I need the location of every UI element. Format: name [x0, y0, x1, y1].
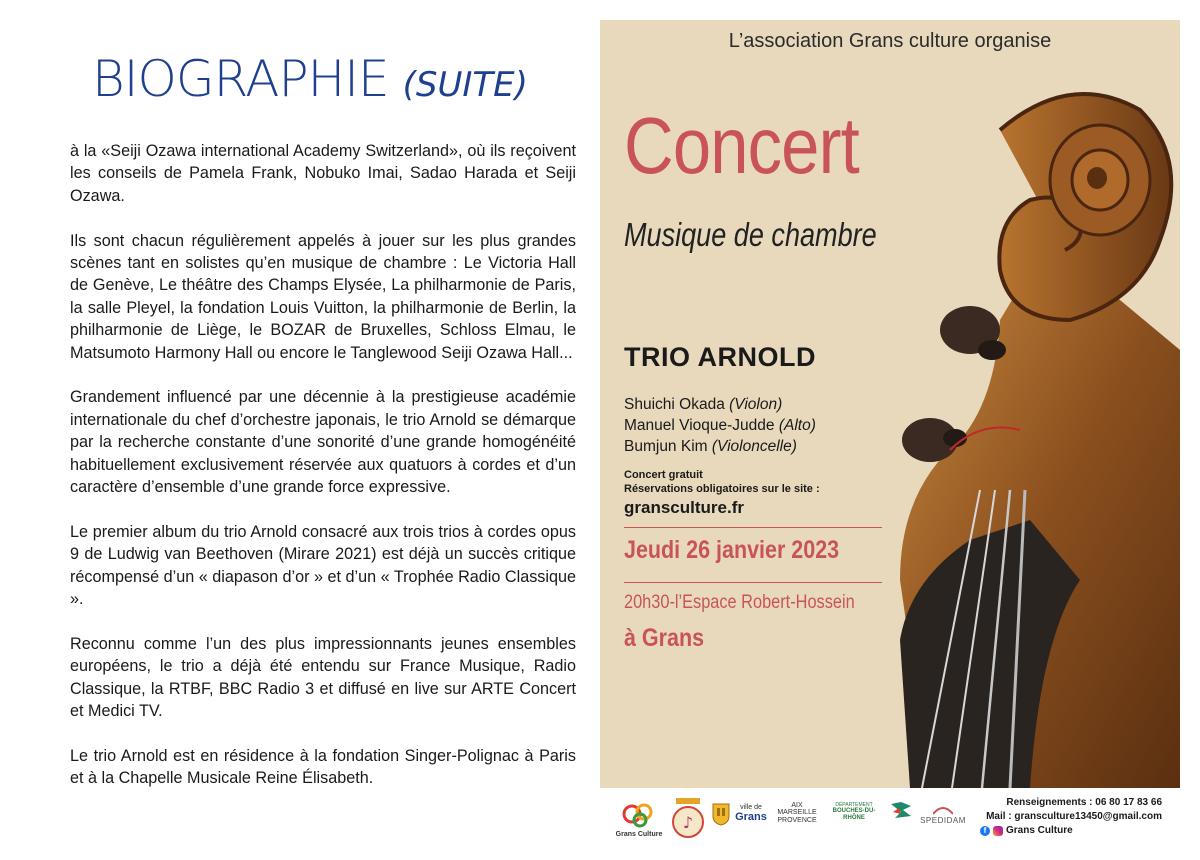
- musician-name: Bumjun Kim: [624, 438, 708, 455]
- spedidam-logo: [918, 806, 968, 825]
- poster-subtitle: Musique de chambre: [624, 216, 877, 253]
- logo-label: Grans: [735, 811, 767, 823]
- musician-item: [624, 436, 816, 457]
- reservation-label: Réservations obligatoires sur le site :: [624, 483, 820, 495]
- musician-item: [624, 394, 816, 415]
- ensemble-name: TRIO ARNOLD: [624, 342, 816, 372]
- departement-logo: [826, 802, 882, 822]
- logo-prefix: ville de: [740, 804, 762, 811]
- musician-instrument: (Violon): [729, 396, 783, 413]
- concert-poster: [600, 20, 1180, 788]
- reservation-info: [624, 468, 820, 496]
- divider: [624, 527, 882, 528]
- grans-culture-icon: [622, 798, 656, 830]
- musician-instrument: (Violoncelle): [711, 438, 797, 455]
- contact-phone: Renseignements : 06 80 17 83 66: [1006, 797, 1162, 808]
- biography-paragraph: à la «Seiji Ozawa international Academy Switzerland», où ils reçoivent les conseils de Pamela Frank, Nobuko Imai, Sadao Harada et Seiji Ozawa.: [70, 142, 576, 205]
- biography-paragraph: Grandement influencé par une décennie à la prestigieuse académie internationale du chef d’orchestre japonais, le trio Arnold se démarque par la recherche constante d’une sonorité d’une grande homogénéité habituellement exclusivement réservée aux quatuors à cordes et d’un caractère d’ensemble d’une grande force expressive.: [70, 388, 576, 497]
- spedidam-icon: [933, 806, 953, 816]
- music-festival-icon: [670, 796, 706, 842]
- poster-title: Concert: [624, 101, 859, 190]
- contact-block: [980, 796, 1162, 838]
- social-links: [980, 824, 1162, 838]
- city-crest-icon: [711, 802, 731, 826]
- facebook-icon[interactable]: f: [980, 826, 990, 836]
- logo-label: MARSEILLE PROVENCE: [777, 809, 817, 824]
- biography-paragraph: Le premier album du trio Arnold consacré aux trois trios à cordes opus 9 de Ludwig van Beethoven (Mirare 2021) est déjà un succès critique récompensé d’un « diapason d’or » et d’un « Trophée Radio Classique ».: [70, 522, 576, 609]
- musician-name: Manuel Vioque-Judde: [624, 417, 775, 434]
- credit-agricole-icon: [889, 800, 913, 820]
- organizer-line: L’association Grans culture organise: [728, 30, 1052, 52]
- logo-prefix: AIX: [791, 802, 803, 809]
- grans-culture-logo: [616, 798, 662, 838]
- ville-de-grans-logo: [734, 804, 768, 823]
- musician-instrument: (Alto): [778, 417, 816, 434]
- free-label: Concert gratuit: [624, 469, 703, 481]
- biography-paragraph: Ils sont chacun régulièrement appelés à jouer sur les plus grandes scènes tant en solistes qu’en musique de chambre : Le Victoria Hall de Genève, Le théâtre des Champs Elysée, La philharmonie de Paris, la salle Pleyel, la fondation Louis Vuitton, la philharmonie de Berlin, la philharmonie de Liège, le BOZAR de Bruxelles, Schloss Elmau, le Matsumoto Harmony Hall ou encore le Tanglewood Seiji Ozawa Hall...: [70, 231, 576, 362]
- biography-title: [92, 50, 528, 108]
- logo-label: Grans Culture: [615, 831, 663, 838]
- contact-mail[interactable]: Mail : gransculture13450@gmail.com: [986, 811, 1162, 822]
- concert-date: Jeudi 26 janvier 2023: [624, 536, 840, 564]
- musician-name: Shuichi Okada: [624, 396, 725, 413]
- social-name: Grans Culture: [1006, 825, 1073, 836]
- biography-title-suffix: (SUITE): [402, 65, 528, 105]
- credit-agricole-logo: [888, 800, 914, 820]
- biography-text: [70, 140, 576, 812]
- logo-prefix: DÉPARTEMENT: [835, 802, 873, 808]
- website-link[interactable]: gransculture.fr: [624, 498, 744, 517]
- biography-paragraph: Le trio Arnold est en résidence à la fondation Singer-Polignac à Paris et à la Chapelle Musicale Reine Élisabeth.: [70, 746, 576, 788]
- svg-text:♪: ♪: [682, 813, 694, 832]
- concert-venue: 20h30-l’Espace Robert-Hossein: [624, 592, 855, 613]
- musicians-list: [624, 394, 816, 457]
- music-festival-logo: [668, 796, 708, 842]
- musician-item: [624, 415, 816, 436]
- logo-label: SPEDIDAM: [920, 816, 966, 825]
- instagram-icon[interactable]: [993, 826, 1003, 836]
- sponsor-logos: [612, 794, 972, 854]
- divider: [624, 582, 882, 583]
- city-crest-logo: [710, 802, 732, 826]
- logo-label: BOUCHES-DU-RHÔNE: [832, 808, 876, 821]
- metropole-logo: [772, 802, 822, 825]
- concert-city: à Grans: [624, 624, 705, 652]
- biography-paragraph: Reconnu comme l’un des plus impressionnants jeunes ensembles européens, le trio a déjà été entendu sur France Musique, Radio Classique, la RTBF, BBC Radio 3 et diffusé en live sur ARTE Concert et Medici TV.: [70, 634, 576, 721]
- biography-title-main: BIOGRAPHIE: [92, 50, 389, 108]
